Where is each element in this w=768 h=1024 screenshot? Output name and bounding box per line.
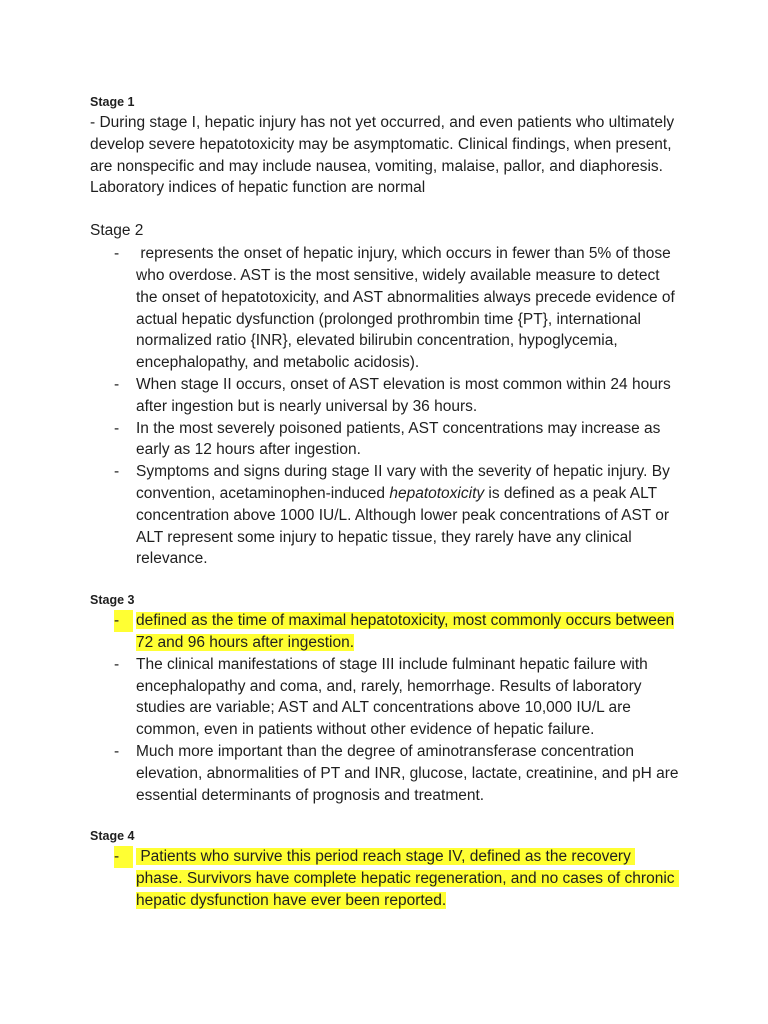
stage2-heading: Stage 2	[90, 222, 144, 240]
stage1-heading: Stage 1	[90, 95, 135, 109]
dash-bullet: -	[114, 742, 120, 760]
stage2-list	[90, 243, 680, 570]
list-item	[90, 374, 680, 418]
list-item	[90, 741, 680, 806]
dash-bullet: -	[114, 655, 120, 673]
dash-bullet: -	[114, 419, 120, 437]
list-item	[90, 654, 680, 741]
document-page	[90, 94, 680, 934]
stage4-list	[90, 846, 680, 911]
stage3-heading: Stage 3	[90, 593, 135, 608]
list-item-text: Much more important than the degree of aminotransferase concentration elevation, abnormalities of PT and INR, glucose, lactate, creatinine, and pH are essential determinants of prognosis and treatment.	[136, 742, 679, 804]
list-item	[90, 418, 680, 462]
dash-bullet: -	[114, 245, 120, 263]
stage3-list	[90, 610, 680, 806]
list-item-highlighted	[90, 846, 680, 911]
list-item	[90, 243, 680, 374]
list-item-text-before: Symptoms and signs during stage II vary with the severity of hepatic injury. By convention, acetaminophen-induced	[136, 463, 670, 502]
stage4-heading: Stage 4	[90, 829, 135, 844]
list-item-highlighted	[90, 610, 680, 654]
dash-bullet: -	[114, 610, 133, 632]
list-item-text: The clinical manifestations of stage III include fulminant hepatic failure with encephalopathy and coma, and, rarely, hemorrhage. Results of laboratory studies are variable; AST and ALT concentrations above 10,000 IU/L are common, even in patients without other evidence of hepatic failure.	[136, 655, 648, 739]
highlighted-text: Patients who survive this period reach stage IV, defined as the recovery phase. Survivors have complete hepatic regeneration, and no cases of chronic hepatic dysfunction have ever been reported.	[136, 848, 679, 909]
stage1-paragraph: - During stage I, hepatic injury has not yet occurred, and even patients who ultimately develop severe hepatotoxicity may be asymptomatic. Clinical findings, when present, are nonspecific and may include nausea, vomiting, malaise, pallor, and diaphoresis. Laboratory indices of hepatic function are normal	[90, 114, 675, 197]
list-item-text: In the most severely poisoned patients, AST concentrations may increase as early as 12 hours after ingestion.	[136, 419, 661, 459]
list-item-text: When stage II occurs, onset of AST elevation is most common within 24 hours after ingestion but is nearly universal by 36 hours.	[136, 375, 671, 415]
dash-bullet: -	[114, 463, 120, 481]
list-item	[90, 461, 680, 570]
dash-bullet: -	[114, 846, 133, 868]
highlighted-text: defined as the time of maximal hepatotoxicity, most commonly occurs between 72 and 96 hours after ingestion.	[136, 612, 675, 651]
list-item-text-italic: hepatotoxicity	[389, 484, 485, 502]
dash-bullet: -	[114, 375, 120, 393]
list-item-text: represents the onset of hepatic injury, which occurs in fewer than 5% of those who overdose. AST is the most sensitive, widely available measure to detect the onset of hepatotoxicity, and AST abnormalities always precede evidence of actual hepatic dysfunction (prolonged prothrombin time {PT}, international normalized ratio {INR}, elevated bilirubin concentration, hypoglycemia, encephalopathy, and metabolic acidosis).	[136, 245, 680, 372]
list-item-text-after: is defined as a peak ALT concentration above 1000 IU/L. Although lower peak concentrations of AST or ALT represent some injury to hepatic tissue, they rarely have any clinical relevance.	[136, 484, 670, 568]
